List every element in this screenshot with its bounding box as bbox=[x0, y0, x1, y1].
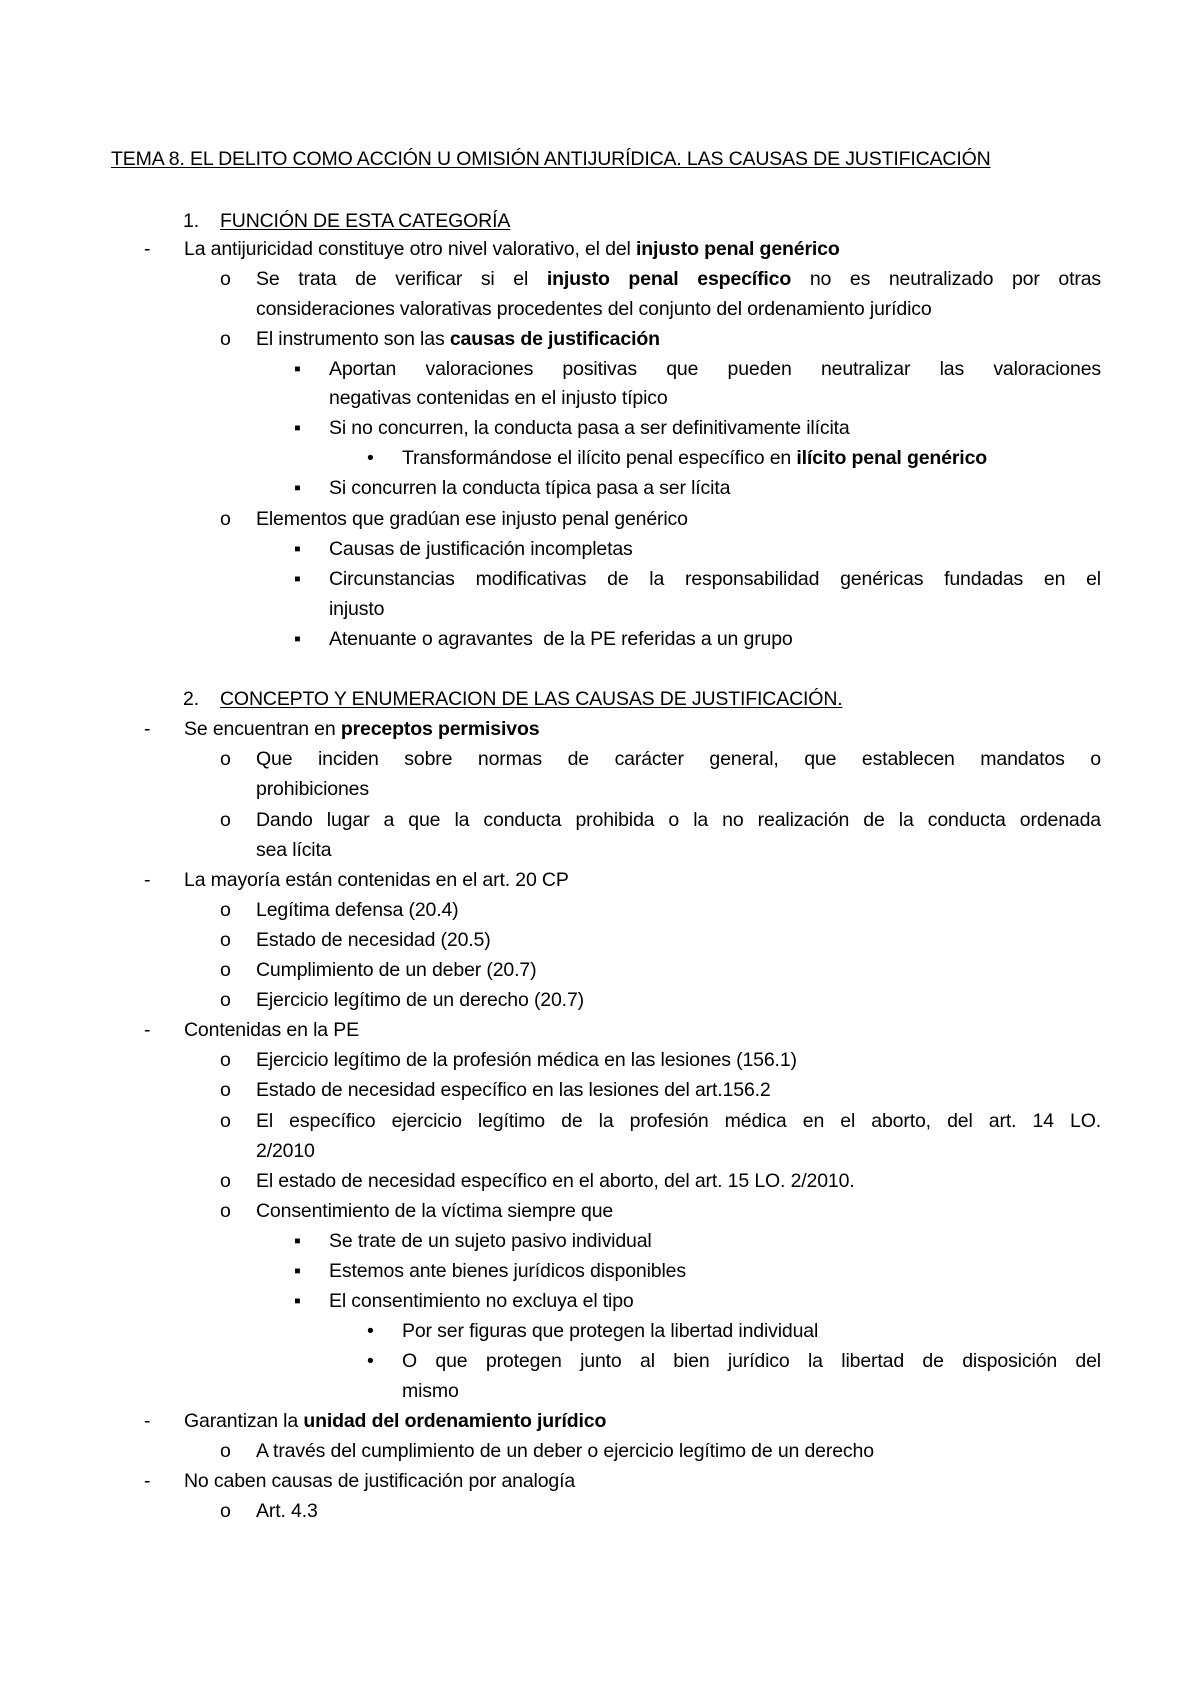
list-item: Dando lugar a que la conducta prohibida o la no realización de la conducta ordenada bbox=[256, 809, 1101, 831]
list-item-continuation: 2/2010 bbox=[256, 1140, 315, 1162]
list-item: Legítima defensa (20.4) bbox=[256, 899, 459, 921]
circle-marker: o bbox=[220, 328, 231, 350]
dash-marker: - bbox=[144, 1410, 151, 1432]
circle-marker: o bbox=[220, 1200, 231, 1222]
list-item: Consentimiento de la víctima siempre que bbox=[256, 1200, 614, 1222]
list-item: A través del cumplimiento de un deber o ejercicio legítimo de un derecho bbox=[256, 1440, 874, 1462]
dash-marker: - bbox=[144, 1470, 151, 1492]
circle-marker: o bbox=[220, 809, 231, 831]
list-item: Se trata de verificar si el injusto penal específico no es neutralizado por otras bbox=[256, 268, 1101, 290]
list-item: Se encuentran en preceptos permisivos bbox=[184, 718, 540, 740]
circle-marker: o bbox=[220, 989, 231, 1011]
list-item: El específico ejercicio legítimo de la profesión médica en el aborto, del art. 14 LO. bbox=[256, 1110, 1101, 1132]
list-item-continuation: injusto bbox=[329, 598, 385, 620]
list-item-continuation: consideraciones valorativas procedentes del conjunto del ordenamiento jurídico bbox=[256, 298, 932, 320]
square-marker: ▪ bbox=[294, 538, 301, 560]
square-marker: ▪ bbox=[294, 1260, 301, 1282]
section-number: 2. bbox=[183, 688, 199, 710]
list-item: Si concurren la conducta típica pasa a ser lícita bbox=[329, 477, 731, 499]
list-item: Por ser figuras que protegen la libertad individual bbox=[402, 1320, 819, 1342]
list-item: El consentimiento no excluya el tipo bbox=[329, 1290, 634, 1312]
list-item: Garantizan la unidad del ordenamiento jurídico bbox=[184, 1410, 607, 1432]
circle-marker: o bbox=[220, 1170, 231, 1192]
dash-marker: - bbox=[144, 869, 151, 891]
list-item: Si no concurren, la conducta pasa a ser definitivamente ilícita bbox=[329, 417, 850, 439]
circle-marker: o bbox=[220, 929, 231, 951]
bullet-marker: • bbox=[367, 1350, 374, 1372]
list-item-continuation: mismo bbox=[402, 1380, 459, 1402]
circle-marker: o bbox=[220, 1049, 231, 1071]
dash-marker: - bbox=[144, 238, 151, 260]
circle-marker: o bbox=[220, 1110, 231, 1132]
list-item: Aportan valoraciones positivas que pueden neutralizar las valoraciones bbox=[329, 358, 1101, 380]
list-item: Estemos ante bienes jurídicos disponibles bbox=[329, 1260, 686, 1282]
section-heading: CONCEPTO Y ENUMERACION DE LAS CAUSAS DE JUSTIFICACIÓN. bbox=[220, 688, 843, 710]
list-item: Que inciden sobre normas de carácter general, que establecen mandatos o bbox=[256, 748, 1101, 770]
square-marker: ▪ bbox=[294, 477, 301, 499]
list-item: Transformándose el ilícito penal específico en ilícito penal genérico bbox=[402, 447, 988, 469]
circle-marker: o bbox=[220, 959, 231, 981]
list-item: Elementos que gradúan ese injusto penal genérico bbox=[256, 508, 688, 530]
circle-marker: o bbox=[220, 1500, 231, 1522]
list-item: Atenuante o agravantes de la PE referidas a un grupo bbox=[329, 628, 793, 650]
circle-marker: o bbox=[220, 1440, 231, 1462]
bullet-marker: • bbox=[367, 1320, 374, 1342]
circle-marker: o bbox=[220, 508, 231, 530]
section-heading: FUNCIÓN DE ESTA CATEGORÍA bbox=[220, 210, 511, 232]
list-item: El estado de necesidad específico en el aborto, del art. 15 LO. 2/2010. bbox=[256, 1170, 855, 1192]
section-number: 1. bbox=[183, 210, 199, 232]
list-item: Ejercicio legítimo de un derecho (20.7) bbox=[256, 989, 584, 1011]
list-item: Estado de necesidad (20.5) bbox=[256, 929, 491, 951]
dash-marker: - bbox=[144, 1019, 151, 1041]
list-item: La mayoría están contenidas en el art. 20 CP bbox=[184, 869, 569, 891]
list-item-continuation: negativas contenidas en el injusto típico bbox=[329, 387, 668, 409]
list-item-continuation: sea lícita bbox=[256, 839, 332, 861]
list-item: Contenidas en la PE bbox=[184, 1019, 359, 1041]
square-marker: ▪ bbox=[294, 1230, 301, 1252]
list-item: Estado de necesidad específico en las lesiones del art.156.2 bbox=[256, 1079, 771, 1101]
bullet-marker: • bbox=[367, 447, 374, 469]
square-marker: ▪ bbox=[294, 417, 301, 439]
list-item: La antijuricidad constituye otro nivel valorativo, el del injusto penal genérico bbox=[184, 238, 840, 260]
list-item: Ejercicio legítimo de la profesión médica en las lesiones (156.1) bbox=[256, 1049, 797, 1071]
list-item: Cumplimiento de un deber (20.7) bbox=[256, 959, 537, 981]
list-item: Causas de justificación incompletas bbox=[329, 538, 633, 560]
list-item-continuation: prohibiciones bbox=[256, 778, 369, 800]
square-marker: ▪ bbox=[294, 568, 301, 590]
list-item: O que protegen junto al bien jurídico la libertad de disposición del bbox=[402, 1350, 1101, 1372]
list-item: Circunstancias modificativas de la responsabilidad genéricas fundadas en el bbox=[329, 568, 1101, 590]
square-marker: ▪ bbox=[294, 1290, 301, 1312]
list-item: No caben causas de justificación por analogía bbox=[184, 1470, 576, 1492]
list-item: El instrumento son las causas de justificación bbox=[256, 328, 660, 350]
list-item: Se trate de un sujeto pasivo individual bbox=[329, 1230, 652, 1252]
dash-marker: - bbox=[144, 718, 151, 740]
circle-marker: o bbox=[220, 748, 231, 770]
square-marker: ▪ bbox=[294, 358, 301, 380]
square-marker: ▪ bbox=[294, 628, 301, 650]
circle-marker: o bbox=[220, 268, 231, 290]
list-item: Art. 4.3 bbox=[256, 1500, 318, 1522]
document-title: TEMA 8. EL DELITO COMO ACCIÓN U OMISIÓN ANTIJURÍDICA. LAS CAUSAS DE JUSTIFICACIÓN bbox=[111, 148, 991, 170]
circle-marker: o bbox=[220, 899, 231, 921]
circle-marker: o bbox=[220, 1079, 231, 1101]
